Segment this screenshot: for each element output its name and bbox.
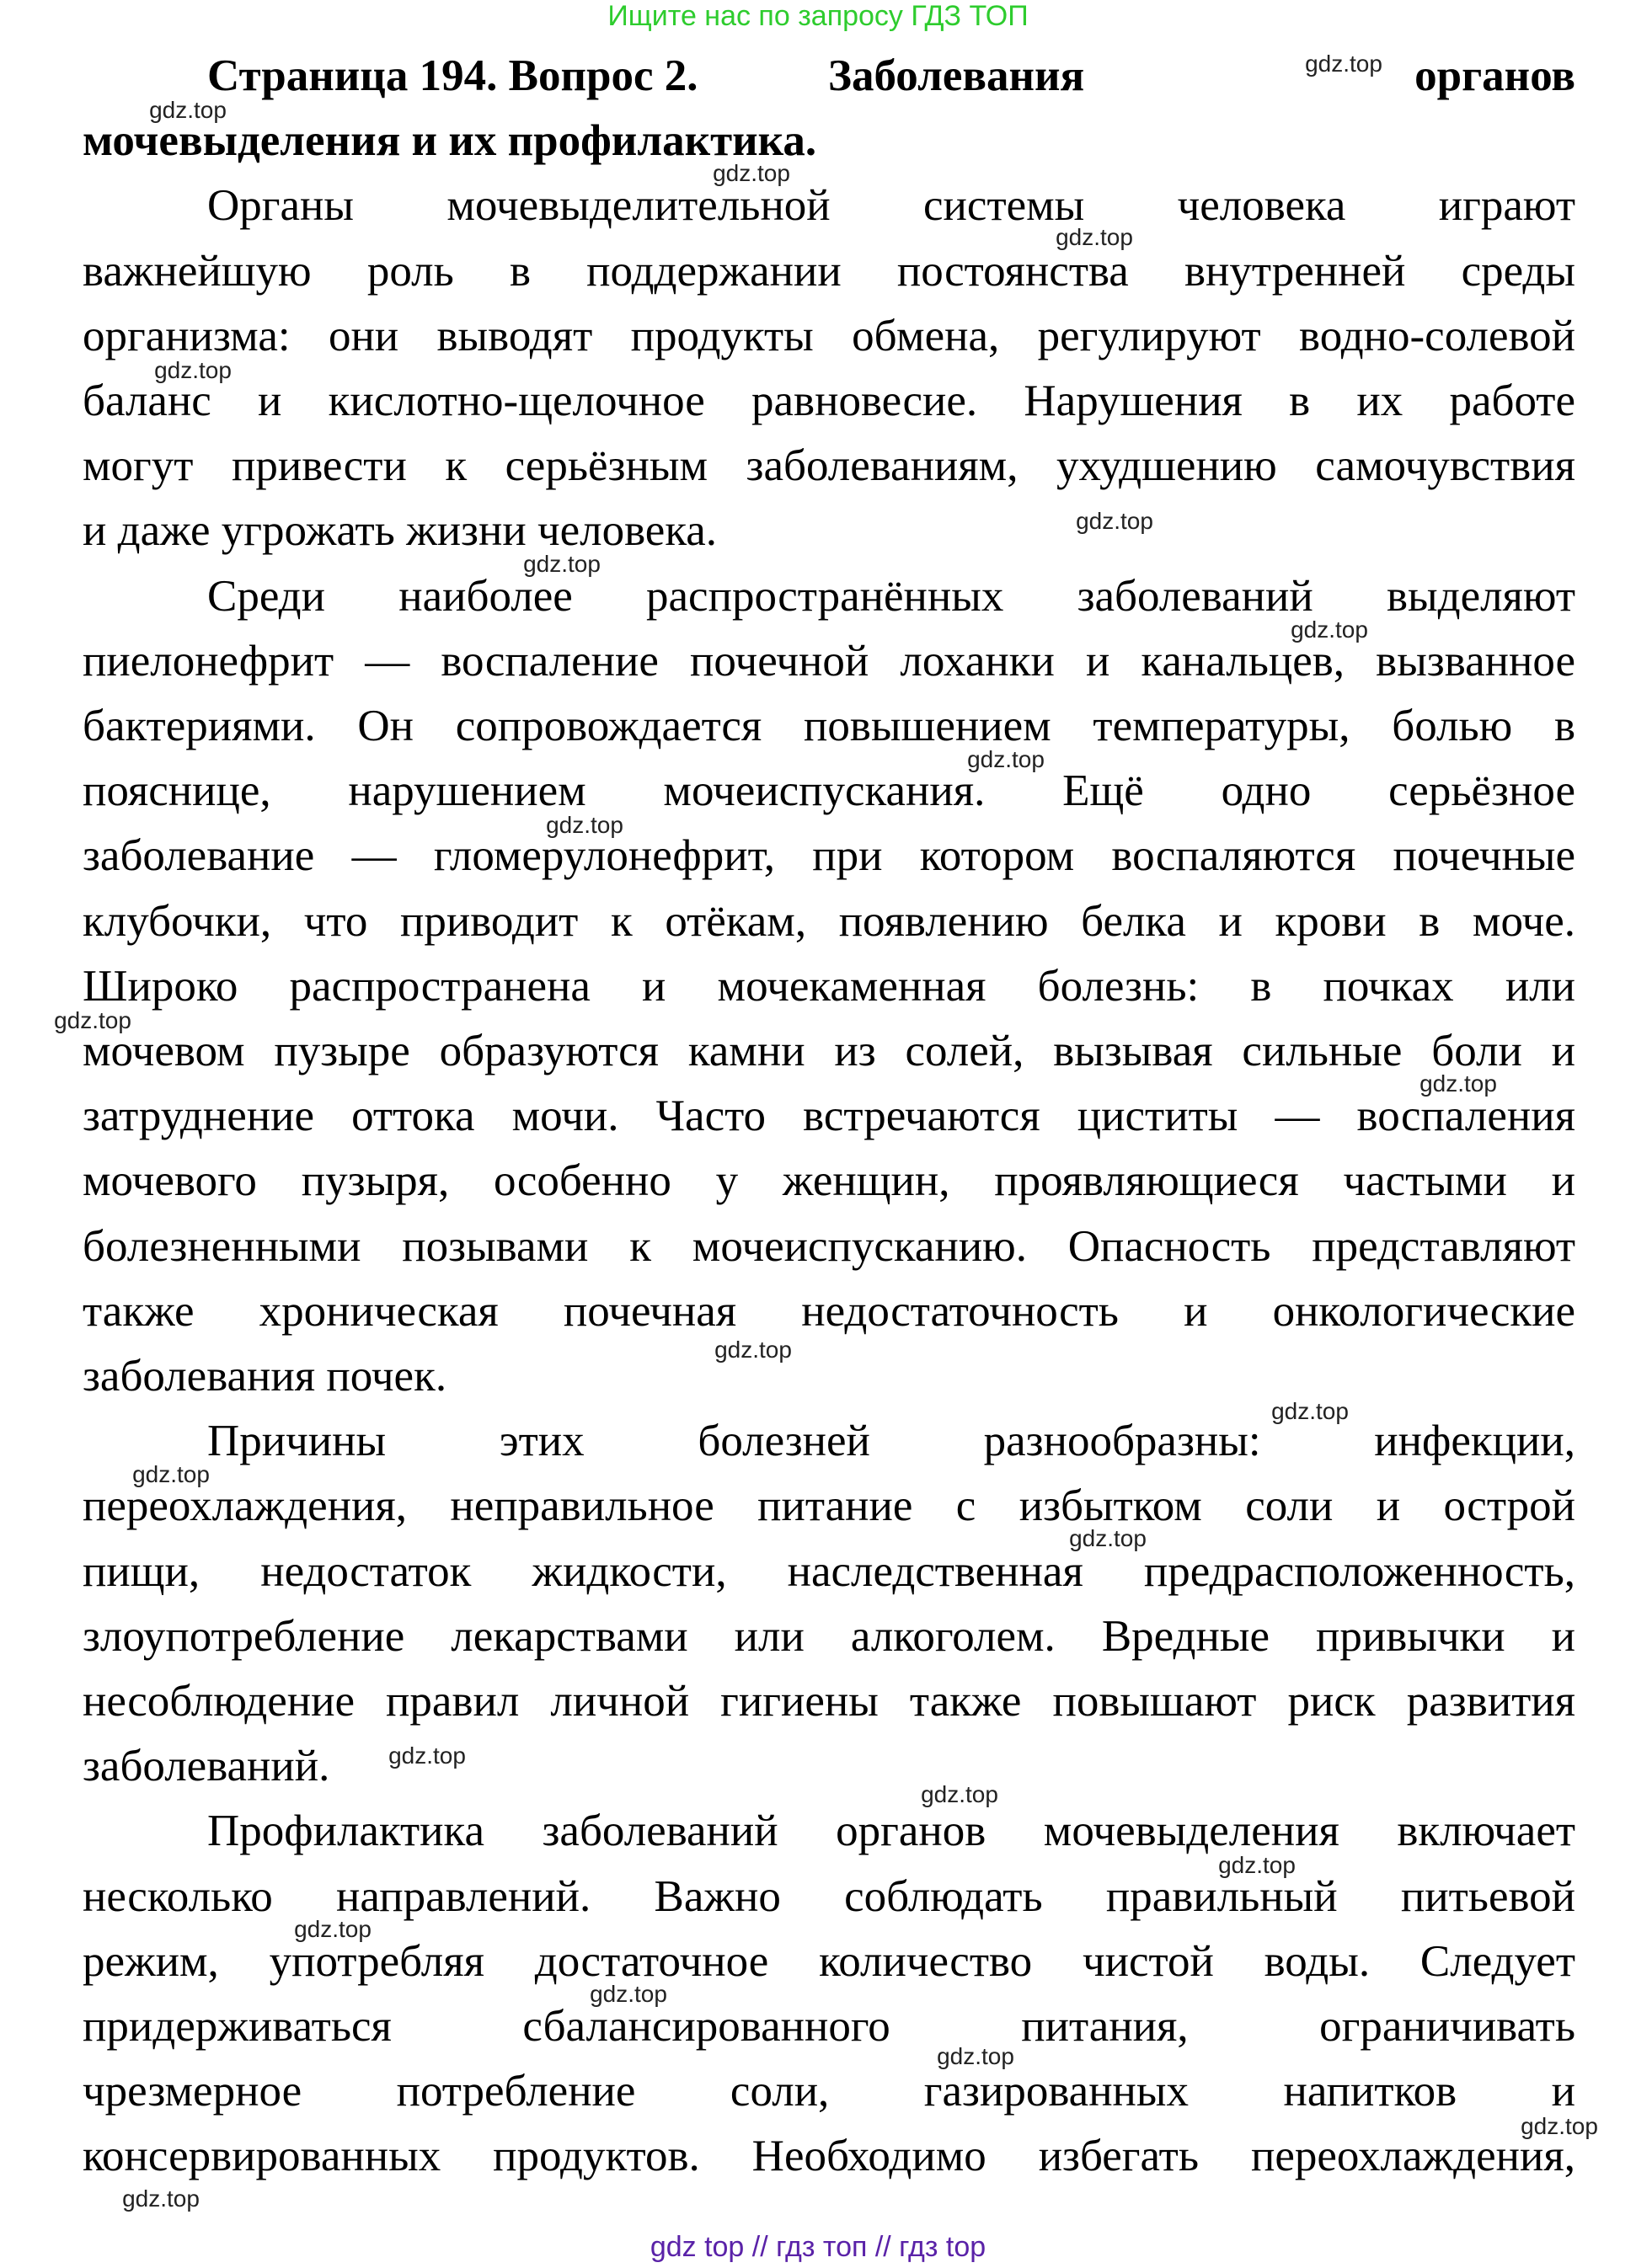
text-line: Профилактика заболеваний органов мочевыделения включает [207,1806,1575,1856]
text-line: Широко распространена и мочекаменная болезнь: в почках или [83,961,1575,1011]
footer-links: gdz top // гдз топ // гдз top [650,2231,986,2263]
watermark: gdz.top [1521,2113,1598,2139]
watermark: gdz.top [921,1781,998,1807]
text-line: важнейшую роль в поддержании постоянства внутренней среды [83,246,1575,296]
text-line: злоупотребление лекарствами или алкоголем. Вредные привычки и [83,1611,1575,1661]
text-line: также хроническая почечная недостаточность и онкологические [83,1286,1575,1336]
watermark: gdz.top [154,357,232,383]
text-line: режим, употребляя достаточное количество чистой воды. Следует [83,1936,1575,1986]
text-line: затруднение оттока мочи. Часто встречаются циститы — воспаления [83,1091,1575,1141]
watermark: gdz.top [546,812,623,838]
text-line: несколько направлений. Важно соблюдать правильный питьевой [83,1871,1575,1921]
watermark: gdz.top [1076,508,1153,534]
text-line: несоблюдение правил личной гигиены также повышают риск развития [83,1677,1575,1726]
watermark: gdz.top [294,1916,372,1942]
watermark: gdz.top [149,97,227,123]
text-line: пищи, недостаток жидкости, наследственная предрасположенность, [83,1546,1575,1596]
watermark: gdz.top [937,2043,1014,2069]
text-line: чрезмерное потребление соли, газированных напитков и [83,2067,1575,2116]
page-title-line-2: мочевыделения и их профилактика. [83,116,817,165]
text-line: мочевом пузыре образуются камни из солей, вызывая сильные боли и [83,1027,1575,1075]
watermark: gdz.top [1069,1525,1147,1551]
watermark: gdz.top [1419,1070,1497,1097]
text-line: заболевания почек. [83,1352,447,1401]
watermark: gdz.top [1305,51,1382,77]
text-line: и даже угрожать жизни человека. [83,506,718,556]
text-line: пояснице, нарушением мочеиспускания. Ещё одно серьёзное [83,766,1575,816]
text-line: придерживаться сбалансированного питания, ограничивать [83,2002,1575,2051]
watermark: gdz.top [523,551,601,577]
text-line: переохлаждения, неправильное питание с избытком соли и острой [83,1481,1575,1531]
watermark: gdz.top [122,2185,200,2212]
watermark: gdz.top [713,160,790,186]
title-part-1: Страница 194. Вопрос 2. [207,51,698,100]
text-line: могут привести к серьёзным заболеваниям, ухудшению самочувствия [83,441,1575,491]
watermark: gdz.top [1271,1398,1349,1424]
text-line: заболевание — гломерулонефрит, при котором воспаляются почечные [83,831,1575,881]
watermark: gdz.top [967,746,1045,772]
watermark: gdz.top [388,1742,466,1769]
watermark: gdz.top [590,1981,667,2007]
watermark: gdz.top [54,1007,131,1033]
watermark: gdz.top [1056,224,1133,250]
text-line: болезненными позывами к мочеиспусканию. Опасность представляют [83,1221,1575,1271]
watermark: gdz.top [1218,1852,1296,1878]
text-line: Органы мочевыделительной системы человека играют [207,181,1575,231]
text-line: бактериями. Он сопровождается повышением температуры, болью в [83,702,1575,750]
text-line: клубочки, что приводит к отёкам, появлению белка и крови в моче. [83,896,1575,946]
text-line: Причины этих болезней разнообразны: инфекции, [207,1417,1575,1466]
text-line: организма: они выводят продукты обмена, регулируют водно-солевой [83,311,1575,360]
text-line: заболеваний. [83,1742,330,1791]
watermark: gdz.top [714,1337,792,1363]
watermark: gdz.top [132,1461,210,1487]
watermark: gdz.top [1291,616,1368,643]
text-line: Среди наиболее распространённых заболеваний выделяют [207,571,1575,621]
text-line: мочевого пузыря, особенно у женщин, проявляющиеся частыми и [83,1156,1575,1206]
search-banner: Ищите нас по запросу ГДЗ ТОП [607,0,1029,32]
text-line: баланс и кислотно-щелочное равновесие. Нарушения в их работе [83,376,1575,425]
text-line: пиелонефрит — воспаление почечной лоханки и канальцев, вызванное [83,636,1575,686]
text-line: консервированных продуктов. Необходимо избегать переохлаждения, [83,2132,1575,2181]
title-part-3: органов [1414,51,1575,100]
title-part-2: Заболевания [828,51,1085,100]
